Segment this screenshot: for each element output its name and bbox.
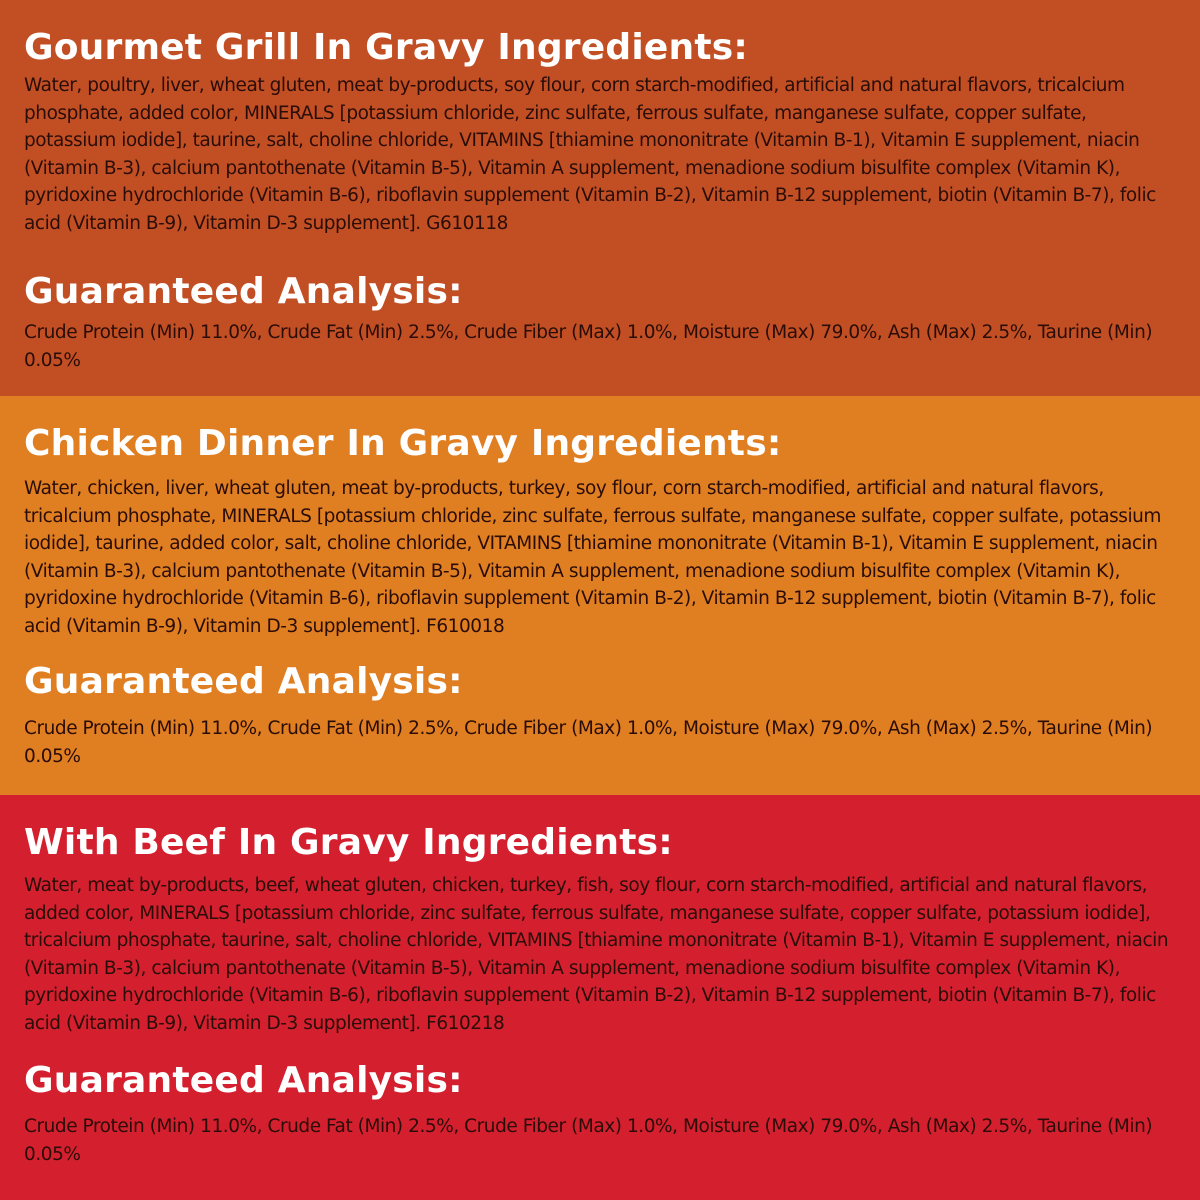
- analysis-text: Crude Protein (Min) 11.0%, Crude Fat (Min) 2.5%, Crude Fiber (Max) 1.0%, Moisture (Max) 79.0%, Ash (Max) 2.5%, Taurine (Min) 0.05%: [24, 322, 1153, 371]
- analysis-heading: Guaranteed Analysis:: [24, 661, 463, 702]
- with-beef-panel: [0, 795, 1200, 1200]
- analysis-heading: Guaranteed Analysis:: [24, 271, 463, 312]
- analysis-text: Crude Protein (Min) 11.0%, Crude Fat (Min) 2.5%, Crude Fiber (Max) 1.0%, Moisture (Max) 79.0%, Ash (Max) 2.5%, Taurine (Min) 0.05%: [24, 718, 1153, 767]
- ingredients-heading: Gourmet Grill In Gravy Ingredients:: [24, 27, 748, 68]
- ingredients-heading: Chicken Dinner In Gravy Ingredients:: [24, 423, 782, 464]
- chicken-dinner-panel: [0, 396, 1200, 795]
- gourmet-grill-panel: [0, 0, 1200, 396]
- analysis-text: Crude Protein (Min) 11.0%, Crude Fat (Min) 2.5%, Crude Fiber (Max) 1.0%, Moisture (Max) 79.0%, Ash (Max) 2.5%, Taurine (Min) 0.05%: [24, 1116, 1153, 1165]
- ingredients-text: Water, meat by-products, beef, wheat gluten, chicken, turkey, fish, soy flour, corn starch-modified, artificial and natural flavors, added color, MINERALS [potassium chloride, zinc sulfate, ferrous sulfate, manganese sulfate, copper sulfate, potassium iodide], tricalcium phosphate, taurine, salt, choline chloride, VITAMINS [thiamine mononitrate (Vitamin B-1), Vitamin E supplement, niacin (Vitamin B-3), calcium pantothenate (Vitamin B-5), Vitamin A supplement, menadione sodium bisulfite complex (Vitamin K), pyridoxine hydrochloride (Vitamin B-6), riboflavin supplement (Vitamin B-2), Vitamin B-12 supplement, biotin (Vitamin B-7), folic acid (Vitamin B-9), Vitamin D-3 supplement]. F610218: [24, 875, 1169, 1034]
- ingredients-text: Water, poultry, liver, wheat gluten, meat by-products, soy flour, corn starch-modified, artificial and natural flavors, tricalcium phosphate, added color, MINERALS [potassium chloride, zinc sulfate, ferrous sulfate, manganese sulfate, copper sulfate, potassium iodide], taurine, salt, choline chloride, VITAMINS [thiamine mononitrate (Vitamin B-1), Vitamin E supplement, niacin (Vitamin B-3), calcium pantothenate (Vitamin B-5), Vitamin A supplement, menadione sodium bisulfite complex (Vitamin K), pyridoxine hydrochloride (Vitamin B-6), riboflavin supplement (Vitamin B-2), Vitamin B-12 supplement, biotin (Vitamin B-7), folic acid (Vitamin B-9), Vitamin D-3 supplement]. G610118: [24, 75, 1156, 234]
- ingredients-text: Water, chicken, liver, wheat gluten, meat by-products, turkey, soy flour, corn starch-modified, artificial and natural flavors, tricalcium phosphate, MINERALS [potassium chloride, zinc sulfate, ferrous sulfate, manganese sulfate, copper sulfate, potassium iodide], taurine, added color, salt, choline chloride, VITAMINS [thiamine mononitrate (Vitamin B-1), Vitamin E supplement, niacin (Vitamin B-3), calcium pantothenate (Vitamin B-5), Vitamin A supplement, menadione sodium bisulfite complex (Vitamin K), pyridoxine hydrochloride (Vitamin B-6), riboflavin supplement (Vitamin B-2), Vitamin B-12 supplement, biotin (Vitamin B-7), folic acid (Vitamin B-9), Vitamin D-3 supplement]. F610018: [24, 478, 1161, 637]
- analysis-heading: Guaranteed Analysis:: [24, 1060, 463, 1101]
- ingredients-heading: With Beef In Gravy Ingredients:: [24, 822, 673, 863]
